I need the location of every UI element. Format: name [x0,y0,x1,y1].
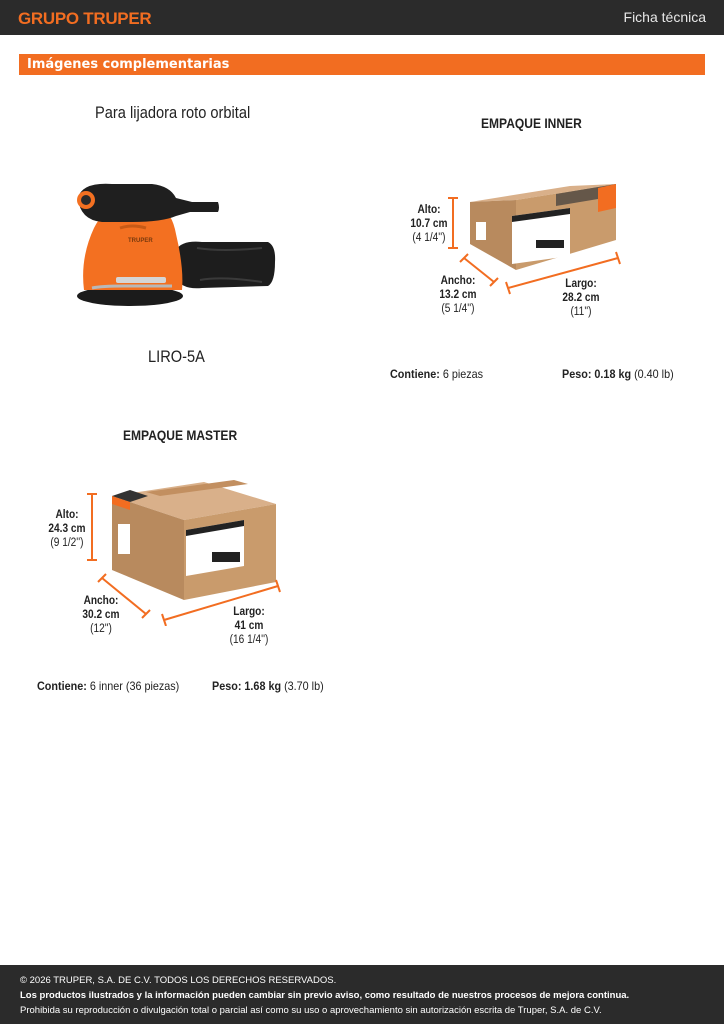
inner-contiene: Contiene: 6 piezas [390,367,484,381]
inner-title: EMPAQUE INNER [481,115,582,131]
grupo-truper-logo: GRUPO TRUPER [18,9,152,28]
doc-type-label: Ficha técnica [623,9,706,25]
master-ancho: Ancho: 30.2 cm (12'') [82,595,120,635]
tool-brand-text: TRUPER [128,238,153,244]
master-title: EMPAQUE MASTER [123,427,238,443]
sander-image [72,178,282,313]
inner-peso: Peso: 0.18 kg (0.40 lb) [562,367,674,381]
top-bar [0,0,724,35]
footer-notice: Los productos ilustrados y la información pueden cambiar sin previo aviso, como resultado de nuestros procesos de mejora continua. [20,990,630,1001]
master-peso: Peso: 1.68 kg (3.70 lb) [212,679,324,693]
section-header [19,54,705,75]
master-alto: Alto: 24.3 cm (9 1/2'') [48,509,86,549]
master-contiene: Contiene: 6 inner (36 piezas) [37,679,180,693]
footer [0,965,724,1024]
inner-largo: Largo: 28.2 cm (11'') [562,278,600,318]
product-model: LIRO-5A [148,347,205,366]
section-title: Imágenes complementarias [27,57,230,72]
footer-copyright: © 2026 TRUPER, S.A. DE C.V. TODOS LOS DERECHOS RESERVADOS. [20,975,337,986]
master-largo: Largo: 41 cm (16 1/4'') [229,606,269,646]
inner-ancho: Ancho: 13.2 cm (5 1/4'') [439,275,477,315]
inner-alto: Alto: 10.7 cm (4 1/4'') [410,204,448,244]
footer-prohibition: Prohibida su reproducción o divulgación total o parcial así como su uso o aprovechamiento sin autorización escrita de Truper, S.A. de C.V. [20,1005,602,1016]
product-subtitle: Para lijadora roto orbital [95,103,251,122]
